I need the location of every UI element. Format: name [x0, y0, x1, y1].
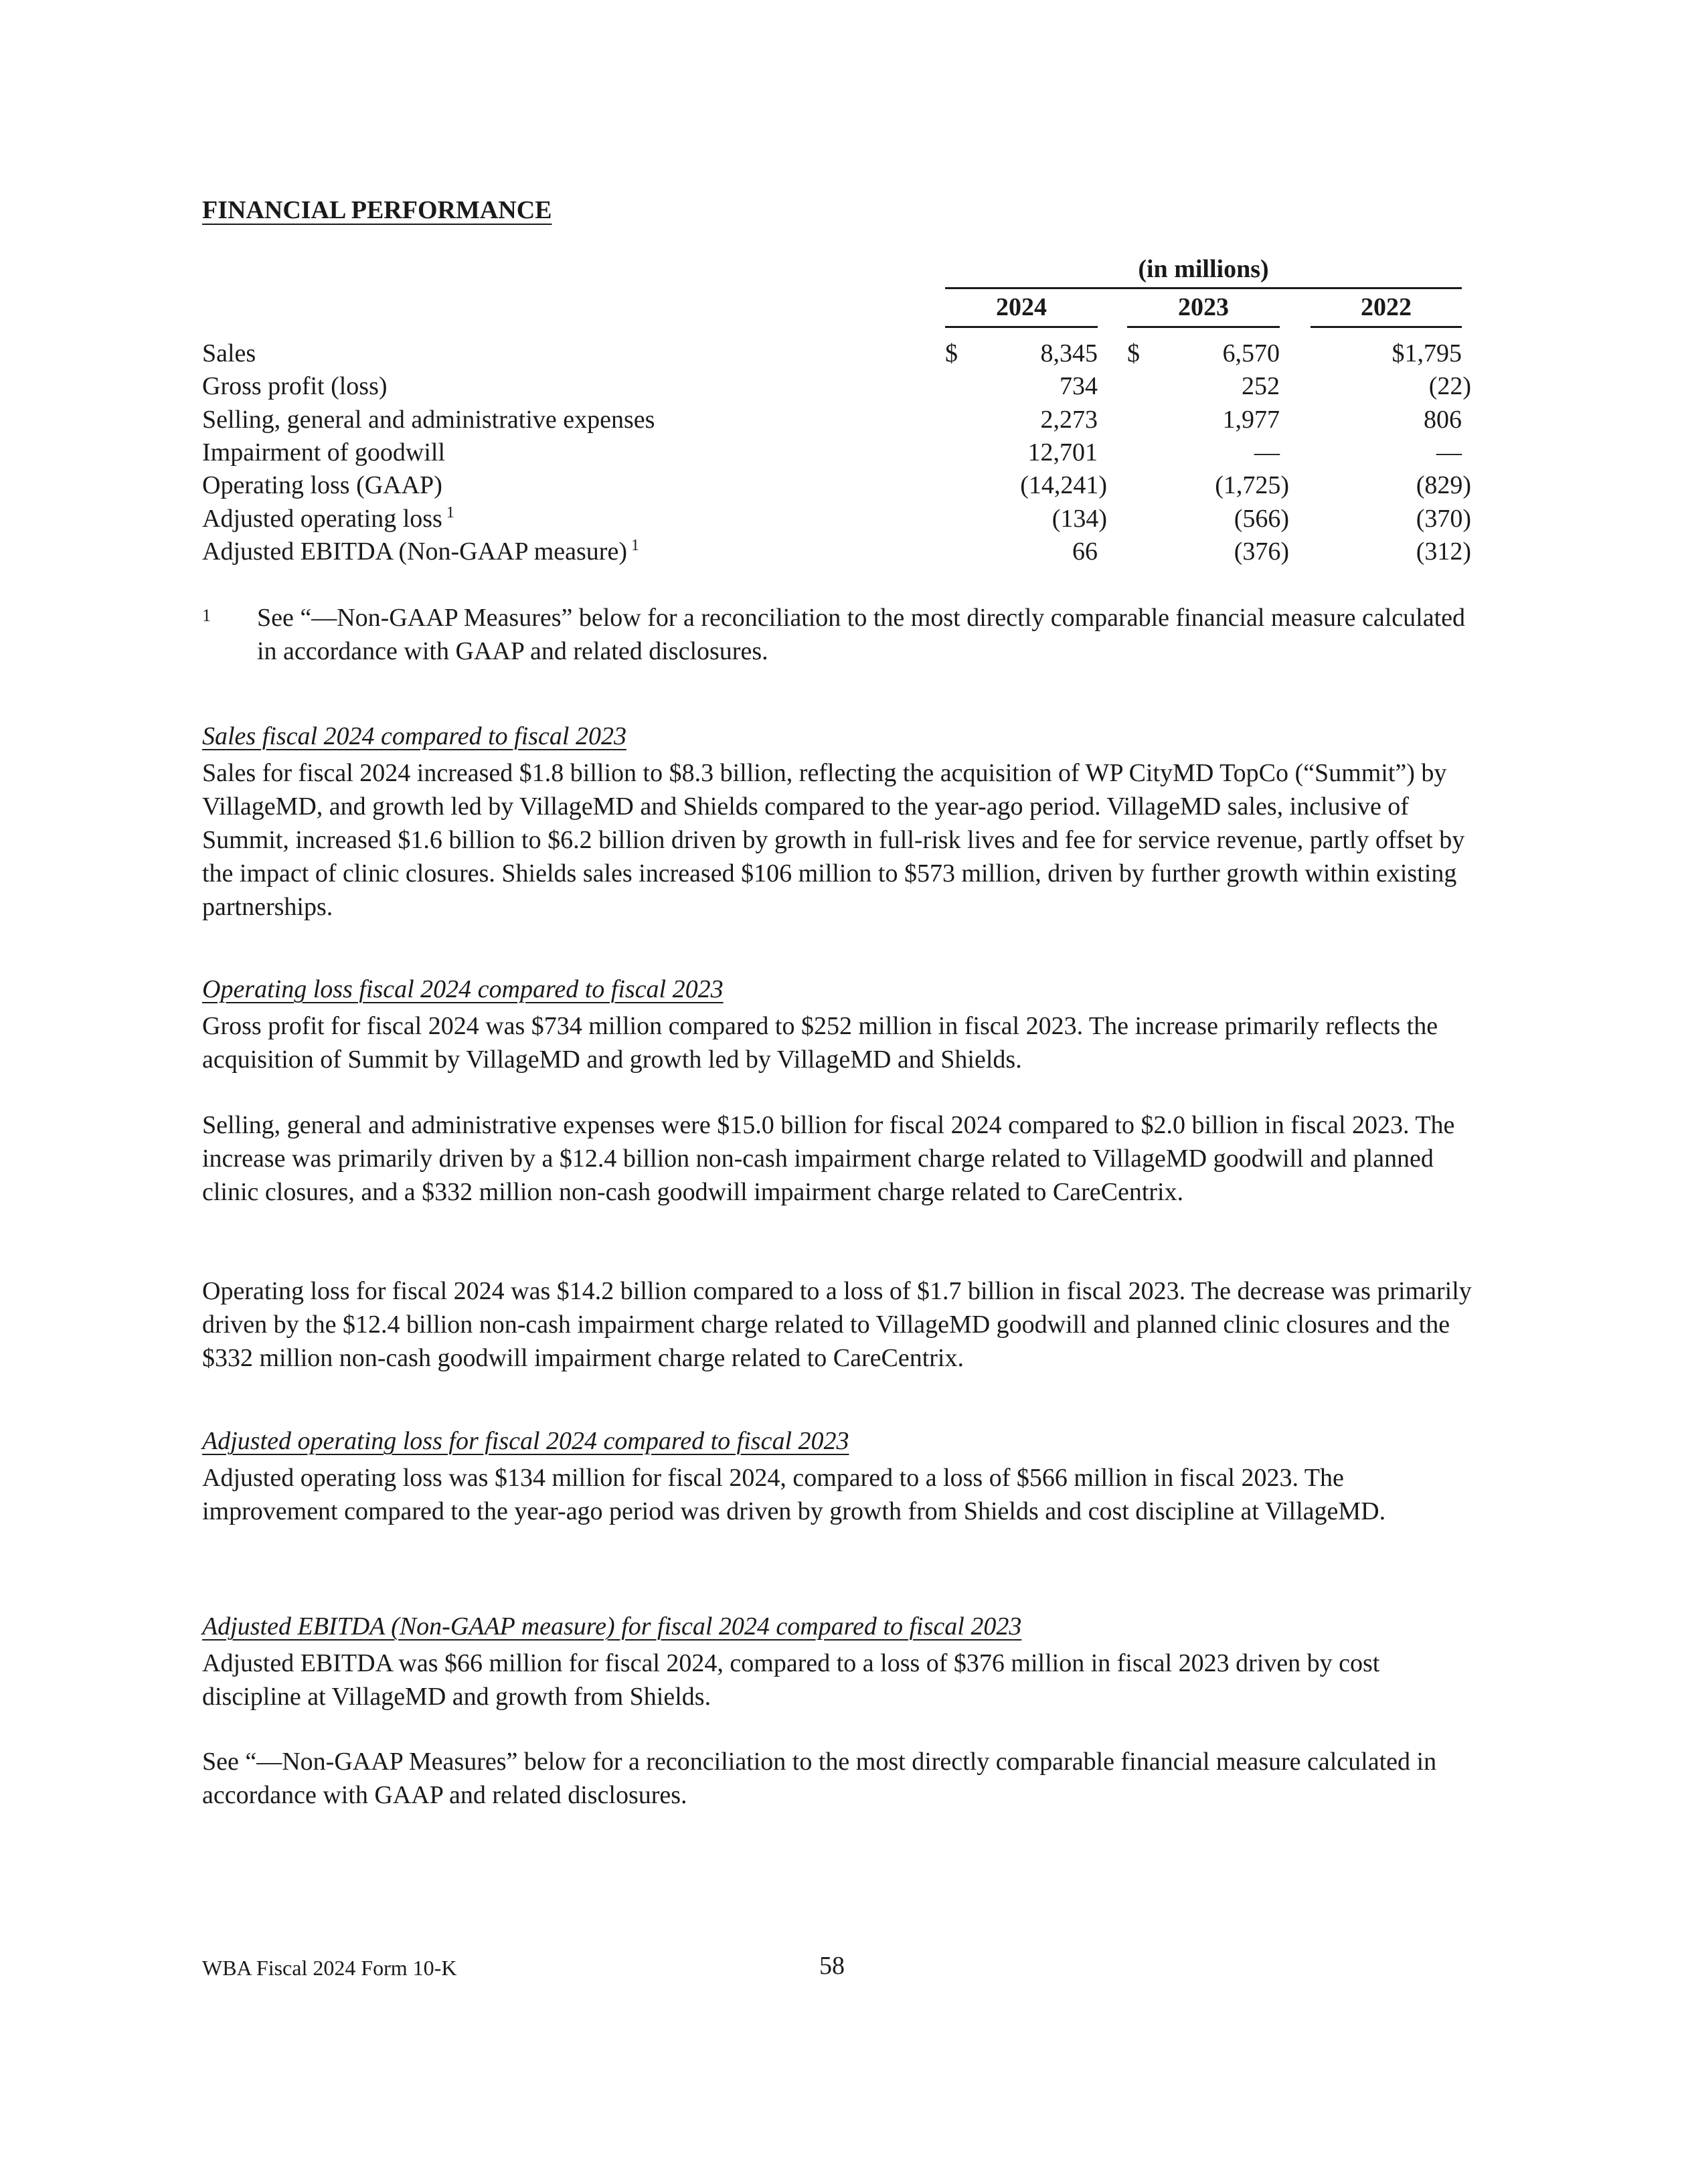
value-2024: 8,345	[1040, 339, 1098, 367]
value-2023: (1,725)	[1215, 471, 1289, 499]
section-paragraph: See “—Non-GAAP Measures” below for a reconciliation to the most directly comparable financial measure calculated in accordance with GAAP and related disclosures.	[202, 1748, 1437, 1809]
value-2024: 2,273	[1040, 406, 1098, 434]
value-2022: (829)	[1416, 471, 1471, 499]
value-2023: 1,977	[1222, 406, 1280, 434]
row-label: Adjusted operating loss $^1$	[202, 504, 454, 533]
value-2023: 252	[1242, 372, 1280, 400]
row-label: Selling, general and administrative expenses	[202, 406, 655, 434]
table-row	[0, 471, 1682, 504]
year-rule-2022	[1311, 326, 1462, 328]
section-paragraph: Sales for fiscal 2024 increased $1.8 billion to $8.3 billion, reflecting the acquisition of WP CityMD TopCo (“Summit”) by VillageMD, and growth led by VillageMD and Shields compared to the year-ago period. VillageMD sales, inclusive of Summit, increased $1.6 billion to $6.2 billion driven by growth in full-risk lives and fee for service revenue, partly offset by the impact of clinic closures. Shields sales increased $106 million to $573 million, driven by further growth within existing partnerships.	[202, 759, 1465, 921]
table-row	[0, 504, 1682, 537]
value-2022: (22)	[1428, 372, 1471, 400]
dollar-sign-2024: $	[945, 339, 958, 367]
value-2022: (312)	[1416, 537, 1471, 566]
section-paragraph: Selling, general and administrative expenses were $15.0 billion for fiscal 2024 compared to $2.0 billion in fiscal 2023. The increase was primarily driven by a $12.4 billion non-cash impairment charge related to VillageMD goodwill and planned clinic closures, and a $332 million non-cash goodwill impairment charge related to CareCentrix.	[202, 1111, 1455, 1206]
year-rule-2023	[1127, 326, 1280, 328]
value-2022: 806	[1424, 406, 1462, 434]
value-2022: $1,795	[1392, 339, 1462, 367]
unit-label: (in millions)	[1138, 255, 1269, 283]
table-row	[0, 371, 1682, 405]
dollar-sign-2023: $	[1127, 339, 1140, 367]
table-row	[0, 537, 1682, 570]
value-2024: (14,241)	[1020, 471, 1107, 499]
value-2023: 6,570	[1222, 339, 1280, 367]
year-rule-2024	[945, 326, 1098, 328]
section-paragraph: Adjusted EBITDA was $66 million for fiscal 2024, compared to a loss of $376 million in fiscal 2023 driven by cost discipline at VillageMD and growth from Shields.	[202, 1649, 1380, 1711]
section-title-adjusted-ebitda: Adjusted EBITDA (Non-GAAP measure) for fiscal 2024 compared to fiscal 2023	[202, 1612, 1022, 1641]
row-label: Operating loss (GAAP)	[202, 471, 442, 499]
value-2023: —	[1254, 438, 1280, 467]
value-2023: (376)	[1234, 537, 1289, 566]
row-label: Gross profit (loss)	[202, 372, 388, 400]
footnote-marker: 1	[446, 504, 454, 521]
value-2022: —	[1436, 438, 1462, 467]
section-paragraph: Gross profit for fiscal 2024 was $734 million compared to $252 million in fiscal 2023. The increase primarily reflects the acquisition of Summit by VillageMD and growth led by VillageMD and Shields.	[202, 1012, 1438, 1074]
page-number: 58	[819, 1952, 845, 1980]
section-title-adjusted-operating-loss: Adjusted operating loss for fiscal 2024 compared to fiscal 2023	[202, 1427, 849, 1455]
section-title-operating-loss: Operating loss fiscal 2024 compared to fiscal 2023	[202, 975, 724, 1003]
year-header-2022: 2022	[1361, 293, 1412, 321]
row-label: Sales	[202, 339, 256, 367]
section-title-sales: Sales fiscal 2024 compared to fiscal 2023	[202, 722, 626, 750]
row-label: Impairment of goodwill	[202, 438, 446, 467]
year-header-2023: 2023	[1178, 293, 1229, 321]
header-rule	[945, 287, 1462, 289]
footnote-number: 1	[202, 606, 211, 625]
value-2024: 66	[1072, 537, 1098, 566]
value-2024: 12,701	[1027, 438, 1098, 467]
section-paragraph: Operating loss for fiscal 2024 was $14.2 billion compared to a loss of $1.7 billion in fiscal 2023. The decrease was primarily driven by the $12.4 billion non-cash impairment charge related to VillageMD goodwill and planned clinic closures and the $332 million non-cash goodwill impairment charge related to CareCentrix.	[202, 1277, 1472, 1372]
row-label: Adjusted EBITDA (Non-GAAP measure) $^1$	[202, 537, 639, 566]
section-paragraph: Adjusted operating loss was $134 million for fiscal 2024, compared to a loss of $566 million in fiscal 2023. The improvement compared to the year-ago period was driven by growth from Shields and cost discipline at VillageMD.	[202, 1464, 1386, 1525]
year-header-2024: 2024	[996, 293, 1047, 321]
table-row	[0, 339, 1682, 372]
footnote-marker: 1	[630, 537, 639, 554]
value-2024: 734	[1060, 372, 1098, 400]
table-row	[0, 405, 1682, 438]
footnote-text: See “—Non-GAAP Measures” below for a reconciliation to the most directly comparable financial measure calculated in accordance with GAAP and related disclosures.	[257, 604, 1466, 665]
footer-form-label: WBA Fiscal 2024 Form 10-K	[202, 1956, 457, 1980]
page-heading: FINANCIAL PERFORMANCE	[202, 196, 552, 224]
value-2024: (134)	[1052, 505, 1107, 533]
value-2022: (370)	[1416, 505, 1471, 533]
value-2023: (566)	[1234, 505, 1289, 533]
table-row	[0, 438, 1682, 471]
